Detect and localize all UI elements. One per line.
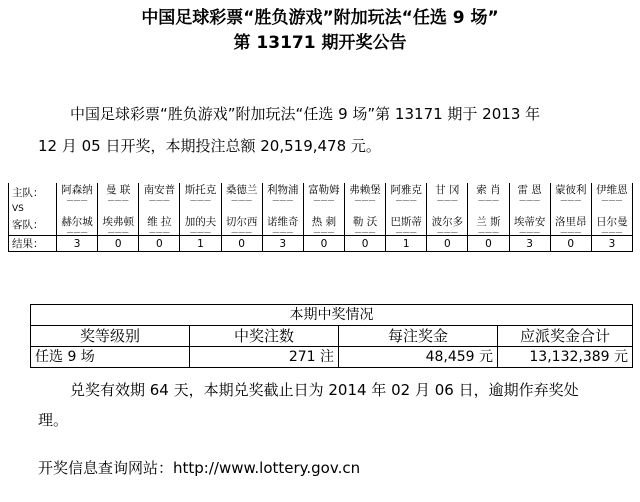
team-divider: ——— [519,228,541,236]
away-team-name: 巴斯蒂 [390,216,422,228]
team-divider: ——— [560,228,582,236]
team-divider: ——— [272,228,294,236]
away-team-name: 埃蒂安 [513,216,546,228]
away-team-cell [98,215,139,236]
home-team-name: 伊维恩 [596,184,628,196]
home-team-cell [427,183,468,203]
lottery-website-link[interactable]: 开奖信息查询网站：http://www.lottery.gov.cn [38,459,361,477]
away-team-cell [180,215,221,236]
team-divider: ——— [189,196,211,203]
title-line-2: 第 13171 期开奖公告 [233,33,407,53]
away-team-name: 热 刺 [311,216,337,228]
home-team-cell [509,183,550,203]
team-divider: ——— [395,196,417,203]
team-divider: ——— [189,228,211,236]
home-team-cell [386,183,427,203]
home-team-name: 南安普 [143,184,176,196]
away-team-cell [550,215,591,236]
team-divider: ——— [354,228,376,236]
team-divider: ——— [560,196,582,203]
match-result: 0 [427,236,468,252]
home-label: 主队： [9,183,57,203]
home-team-name: 弗赖堡 [349,184,381,196]
team-divider: ——— [477,228,499,236]
header-count: 中奖注数 [190,326,339,347]
team-divider: ——— [395,228,417,236]
prize-table [30,304,633,368]
home-team-cell [221,183,262,203]
home-team-name: 斯托克 [184,184,217,196]
away-team-name: 兰 斯 [476,216,501,228]
home-team-cell [344,183,385,203]
notice-line-1: 兑奖有效期 64 天，本期兑奖截止日为 2014 年 02 月 06 日，逾期作弃奖处 [70,381,579,399]
team-divider: ——— [148,228,170,236]
vs-cell [57,203,98,215]
result-row [9,236,633,252]
home-team-name: 阿雅克 [390,184,422,196]
away-team-name: 波尔多 [431,216,464,228]
home-team-cell [591,183,632,203]
away-team-cell [591,215,632,236]
away-team-cell [386,215,427,236]
team-divider: ——— [272,196,294,203]
team-divider: ——— [436,196,458,203]
prize-caption: 本期中奖情况 [31,305,633,326]
team-divider: ——— [313,196,335,203]
match-result: 1 [180,236,221,252]
match-result: 0 [344,236,385,252]
vs-cell [221,203,262,215]
match-result: 0 [550,236,591,252]
team-divider: ——— [66,196,88,203]
match-result: 0 [139,236,180,252]
match-result: 3 [57,236,98,252]
team-divider: ——— [436,228,458,236]
away-team-name: 切尔西 [225,216,258,228]
vs-row [9,203,633,215]
team-divider: ——— [519,196,541,203]
away-team-cell [427,215,468,236]
vs-cell [98,203,139,215]
home-team-cell [98,183,139,203]
team-divider: ——— [477,196,499,203]
team-divider: ——— [107,228,129,236]
home-team-name: 富勒姆 [308,184,340,196]
home-team-cell [550,183,591,203]
match-result: 3 [262,236,303,252]
notice-line-2: 理。 [38,411,69,429]
header-total: 应派奖金合计 [498,326,633,347]
match-result: 3 [509,236,550,252]
vs-cell [386,203,427,215]
match-result: 0 [98,236,139,252]
vs-cell [550,203,591,215]
team-divider: ——— [601,196,623,203]
vs-cell [303,203,344,215]
home-team-cell [57,183,98,203]
prize-level: 任选 9 场 [31,347,190,368]
vs-label: VS [9,203,57,215]
home-team-name: 桑德兰 [225,184,258,196]
away-team-cell [509,215,550,236]
home-team-row [9,183,633,203]
header-per: 每注奖金 [339,326,498,347]
match-result: 0 [221,236,262,252]
vs-cell [139,203,180,215]
intro-line-1: 中国足球彩票“胜负游戏”附加玩法“任选 9 场”第 13171 期于 2013 年 [70,105,541,123]
match-result: 3 [591,236,632,252]
away-team-name: 诺维奇 [267,216,299,228]
home-team-name: 甘 冈 [435,184,460,196]
home-team-cell [262,183,303,203]
vs-cell [468,203,509,215]
away-team-cell [303,215,344,236]
home-team-name: 雷 恩 [517,184,542,196]
away-team-cell [221,215,262,236]
home-team-name: 蒙彼利 [555,184,587,196]
prize-count: 271 注 [190,347,339,368]
away-team-name: 日尔曼 [596,216,628,228]
away-team-cell [139,215,180,236]
result-label: 结果： [9,236,57,252]
title-line-1: 中国足球彩票“胜负游戏”附加玩法“任选 9 场” [141,8,499,28]
vs-cell [262,203,303,215]
vs-cell [591,203,632,215]
team-divider: ——— [231,228,253,236]
away-team-cell [344,215,385,236]
team-divider: ——— [231,196,253,203]
away-team-name: 埃弗顿 [102,216,134,228]
away-team-name: 加的夫 [184,216,217,228]
header-level: 奖等级别 [31,326,190,347]
home-team-name: 利物浦 [267,184,299,196]
away-team-cell [57,215,98,236]
away-team-name: 赫尔城 [61,216,93,228]
vs-cell [180,203,221,215]
home-team-name: 阿森纳 [61,184,93,196]
team-divider: ——— [354,196,376,203]
prize-total: 13,132,389 元 [498,347,633,368]
team-divider: ——— [313,228,335,236]
match-table [8,183,633,252]
match-result: 0 [303,236,344,252]
home-team-name: 曼 联 [106,184,131,196]
team-divider: ——— [148,196,170,203]
prize-per: 48,459 元 [339,347,498,368]
vs-cell [509,203,550,215]
away-team-cell [262,215,303,236]
intro-line-2: 12 月 05 日开奖，本期投注总额 20,519,478 元。 [38,137,381,155]
home-team-cell [468,183,509,203]
home-team-cell [303,183,344,203]
match-result: 0 [468,236,509,252]
home-team-cell [139,183,180,203]
away-label: 客队： [9,215,57,236]
team-divider: ——— [107,196,129,203]
away-team-name: 洛里昂 [555,216,587,228]
team-divider: ——— [66,228,88,236]
vs-cell [427,203,468,215]
match-result: 1 [386,236,427,252]
team-divider: ——— [601,228,623,236]
vs-cell [344,203,385,215]
home-team-cell [180,183,221,203]
away-team-cell [468,215,509,236]
away-team-name: 维 拉 [147,216,172,228]
home-team-name: 索 肖 [476,184,501,196]
away-team-row [9,215,633,236]
away-team-name: 勒 沃 [352,216,378,228]
